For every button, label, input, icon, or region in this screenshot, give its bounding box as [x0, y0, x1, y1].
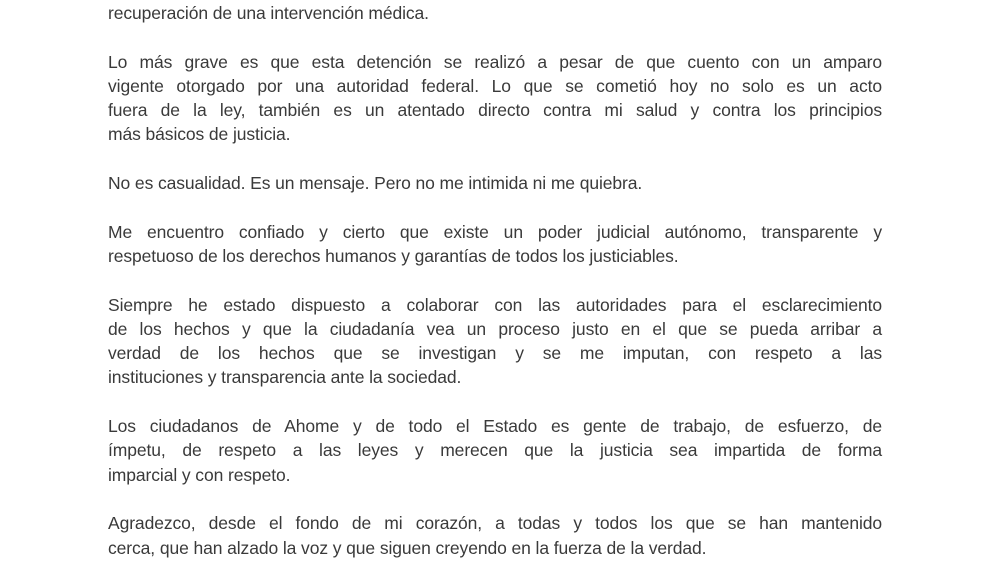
document-body: [108, 1, 882, 584]
text-line: instituciones y transparencia ante la sociedad.: [108, 367, 462, 388]
text-line: fuera de la ley, también es un atentado directo contra mi salud y contra los principios: [108, 100, 882, 121]
paragraph: [108, 220, 882, 269]
text-line: Los ciudadanos de Ahome y de todo el Estado es gente de trabajo, de esfuerzo, de: [108, 416, 882, 437]
text-line: ímpetu, de respeto a las leyes y merecen que la justicia sea impartida de forma: [108, 440, 882, 461]
text-line: respetuoso de los derechos humanos y garantías de todos los justiciables.: [108, 245, 679, 266]
text-line: de los hechos y que la ciudadanía vea un proceso justo en el que se pueda arribar a: [108, 318, 882, 339]
text-line: Me encuentro confiado y cierto que existe un poder judicial autónomo, transparente y: [108, 221, 882, 242]
text-line: imparcial y con respeto.: [108, 464, 291, 485]
text-line: Lo más grave es que esta detención se realizó a pesar de que cuento con un amparo: [108, 51, 882, 72]
paragraph: [108, 293, 882, 390]
text-line: Agradezco, desde el fondo de mi corazón, a todas y todos los que se han mantenido: [108, 513, 882, 534]
paragraph: [108, 1, 882, 25]
text-line: recuperación de una intervención médica.: [108, 3, 429, 23]
text-line: verdad de los hechos que se investigan y se me imputan, con respeto a las: [108, 343, 882, 364]
text-line: cerca, que han alzado la voz y que siguen creyendo en la fuerza de la verdad.: [108, 537, 707, 558]
paragraph: [108, 50, 882, 147]
text-line: Siempre he estado dispuesto a colaborar con las autoridades para el esclarecimiento: [108, 294, 882, 315]
text-line: vigente otorgado por una autoridad federal. Lo que se cometió hoy no solo es un acto: [108, 75, 882, 96]
paragraph: [108, 171, 882, 195]
paragraph: [108, 511, 882, 560]
text-line: más básicos de justicia.: [108, 124, 291, 145]
text-line: No es casualidad. Es un mensaje. Pero no me intimida ni me quiebra.: [108, 173, 643, 194]
paragraph: [108, 414, 882, 487]
